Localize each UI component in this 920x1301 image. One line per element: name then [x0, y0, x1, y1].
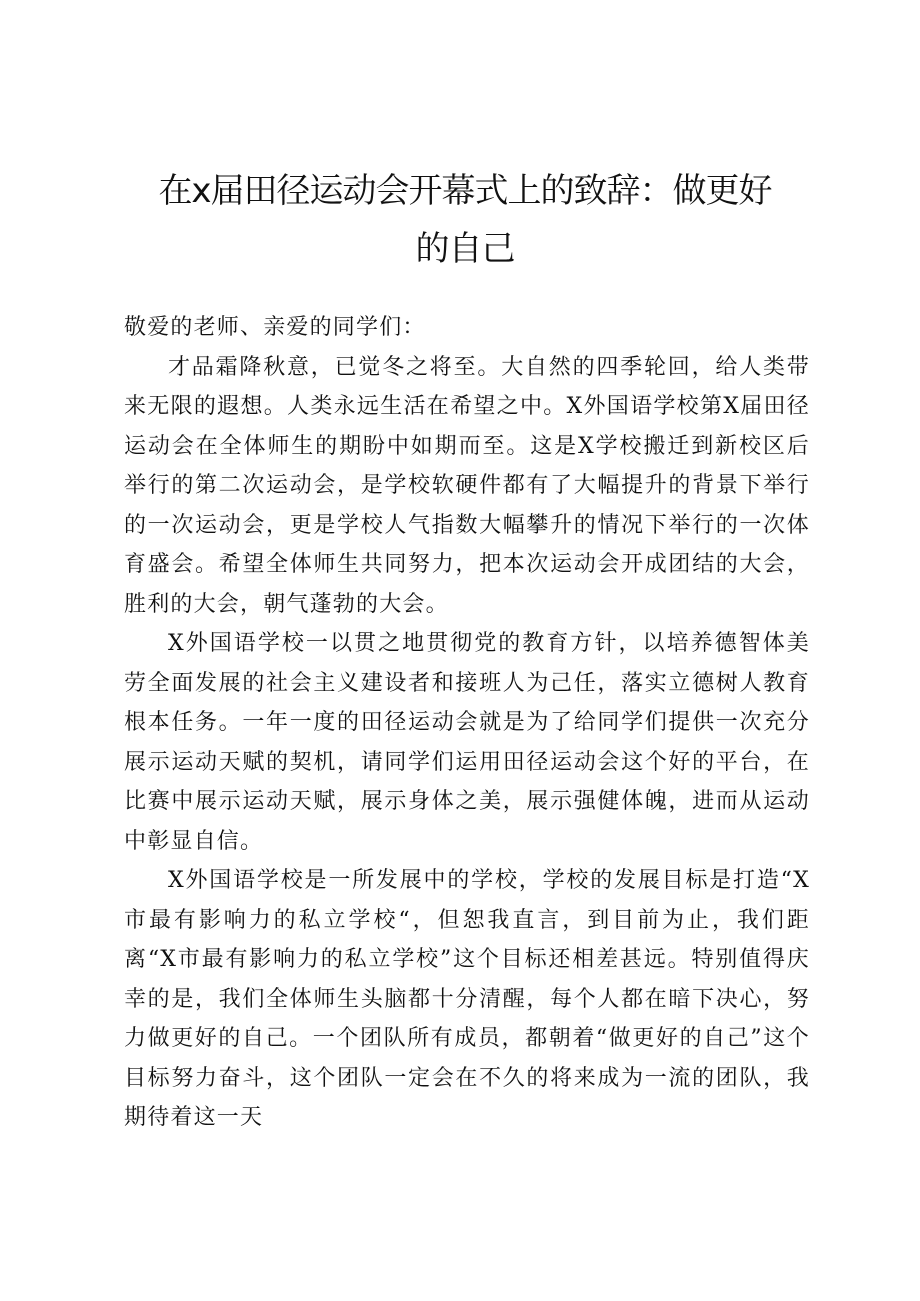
document-body	[124, 308, 810, 1138]
paragraph-1: 才品霜降秋意，已觉冬之将至。大自然的四季轮回，给人类带来无限的遐想。人类永远生活在希望之中。X外国语学校第X届田径运动会在全体师生的期盼中如期而至。这是X学校搬迁到新校区后举行的第二次运动会，是学校软硬件都有了大幅提升的背景下举行的一次运动会，更是学校人气指数大幅攀升的情况下举行的一次体育盛会。希望全体师生共同努力，把本次运动会开成团结的大会，胜利的大会，朝气蓬勃的大会。	[124, 354, 810, 617]
greeting: 敬爱的老师、亲爱的同学们：	[124, 315, 426, 340]
paragraph-2: X外国语学校一以贯之地贯彻党的教育方针，以培养德智体美劳全面发展的社会主义建设者和接班人为己任，落实立德树人教育根本任务。一年一度的田径运动会就是为了给同学们提供一次充分展示运动天赋的契机，请同学们运用田径运动会这个好的平台，在比赛中展示运动天赋，展示身体之美，展示强健体魄，进而从运动中彰显自信。	[124, 631, 810, 854]
paragraph-3: X外国语学校是一所发展中的学校，学校的发展目标是打造“X市最有影响力的私立学校“，但恕我直言，到目前为止，我们距离“X市最有影响力的私立学校”这个目标还相差甚远。特别值得庆幸的是，我们全体师生头脑都十分清醒，每个人都在暗下决心，努力做更好的自己。一个团队所有成员，都朝着“做更好的自己”这个目标努力奋斗，这个团队一定会在不久的将来成为一流的团队，我期待着这一天	[124, 868, 810, 1130]
document-title-line-2: 的自己	[415, 229, 515, 269]
document-title-line-1: 在x届田径运动会开幕式上的致辞：做更好	[158, 171, 772, 211]
document-title	[150, 162, 780, 278]
